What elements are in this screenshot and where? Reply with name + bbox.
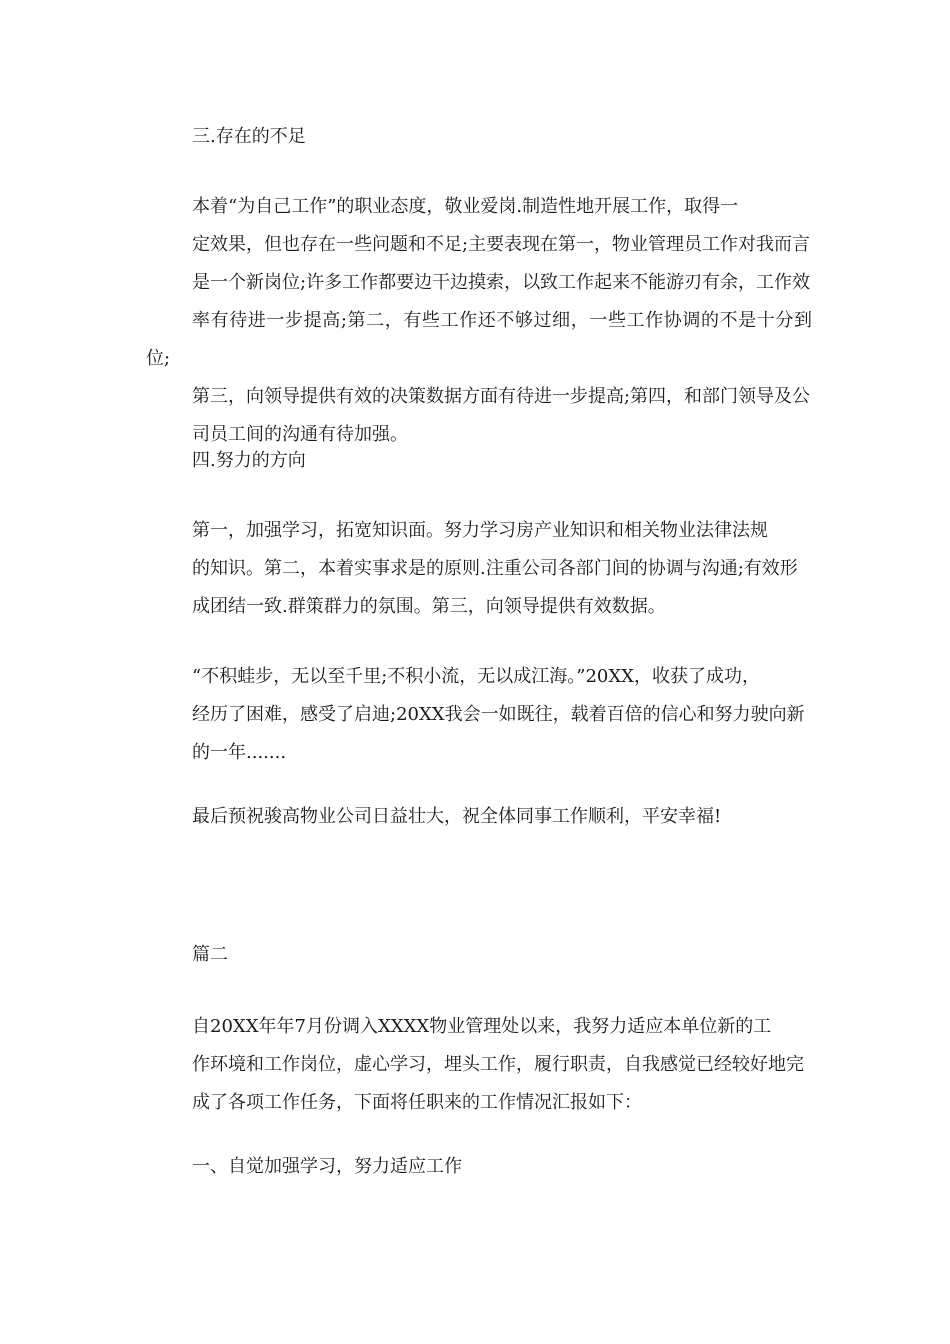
section4-paragraph <box>146 512 812 626</box>
part2-intro-line: 成了各项工作任务，下面将任职来的工作情况汇报如下： <box>192 1092 642 1113</box>
section3-line: 定效果，但也存在一些问题和不足;主要表现在第一，物业管理员工作对我而言 <box>192 234 811 255</box>
part2-subheading: 一、自觉加强学习，努力适应工作 <box>192 1156 462 1177</box>
section3-line: 本着“为自己工作”的职业态度，敬业爱岗.制造性地开展工作，取得一 <box>192 196 739 217</box>
section3-line: 是一个新岗位;许多工作都要边干边摸索，以致工作起来不能游刃有余，工作效 <box>192 272 811 293</box>
section3-line: 第三，向领导提供有效的决策数据方面有待进一步提高;第四，和部门领导及公 <box>192 386 811 407</box>
section3-line: 率有待进一步提高;第二，有些工作还不够过细，一些工作协调的不是十分到位; <box>146 310 812 369</box>
section3-line: 司员工间的沟通有待加强。 <box>192 424 408 445</box>
quote-line: “不积蛙步，无以至千里;不积小流，无以成江海。”20XX，收获了成功， <box>192 666 760 687</box>
quote-paragraph <box>146 658 812 772</box>
section4-heading: 四.努力的方向 <box>192 450 306 471</box>
part2-heading: 篇二 <box>192 944 228 965</box>
part2-intro-paragraph <box>146 1008 812 1122</box>
section3-heading: 三.存在的不足 <box>192 126 306 147</box>
part2-intro-line: 作环境和工作岗位，虚心学习，埋头工作，履行职责，自我感觉已经较好地完 <box>192 1054 804 1075</box>
section4-line: 成团结一致.群策群力的氛围。第三，向领导提供有效数据。 <box>192 596 666 617</box>
quote-line: 的一年....... <box>192 742 287 763</box>
quote-line: 经历了困难，感受了启迪;20XX我会一如既往，载着百倍的信心和努力驶向新 <box>192 704 805 725</box>
section4-line: 第一，加强学习，拓宽知识面。努力学习房产业知识和相关物业法律法规 <box>192 520 768 541</box>
closing-paragraph: 最后预祝骏高物业公司日益壮大，祝全体同事工作顺利，平安幸福! <box>192 806 722 827</box>
part2-intro-line: 自20XX年年7月份调入XXXX物业管理处以来，我努力适应本单位新的工 <box>192 1016 772 1037</box>
section3-paragraph <box>146 188 812 454</box>
section4-line: 的知识。第二，本着实事求是的原则.注重公司各部门间的协调与沟通;有效形 <box>192 558 798 579</box>
